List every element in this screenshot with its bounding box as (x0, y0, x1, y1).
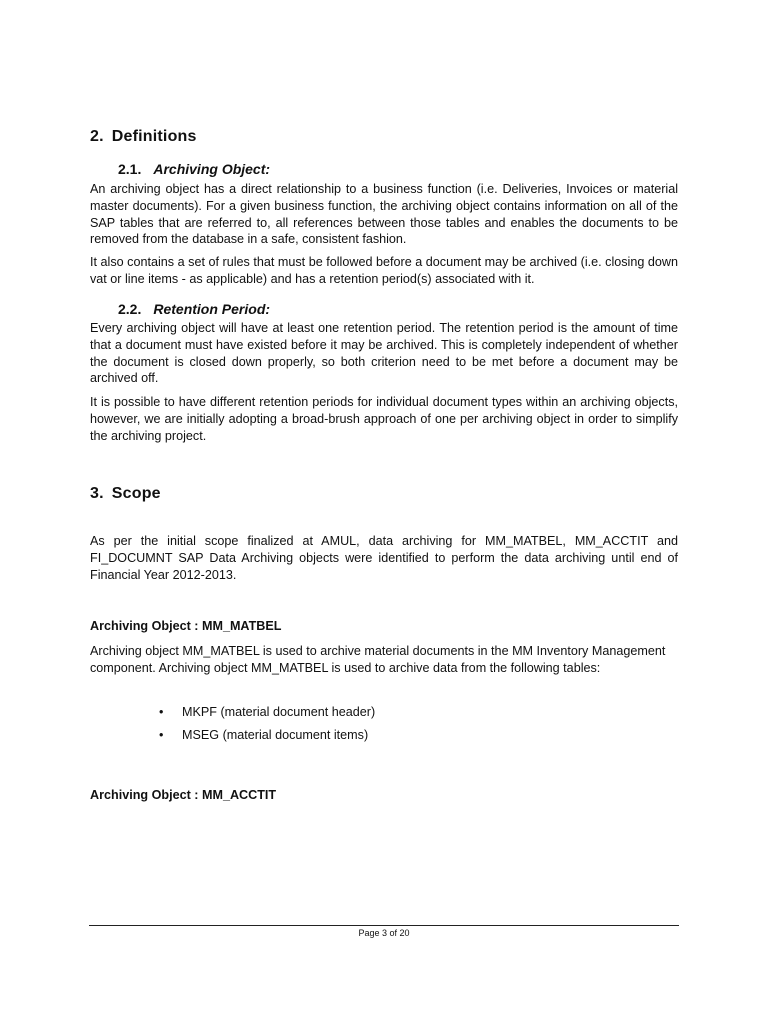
paragraph-scope-intro: As per the initial scope finalized at AMUL, data archiving for MM_MATBEL, MM_ACCTIT and FI_DOCUMNT SAP Data Archiving objects were identified to perform the data archiving until end of Financial Year 2012-2013. (90, 534, 678, 582)
list-item: • MSEG (material document items) (159, 728, 369, 742)
paragraph-retention-period-types: It is possible to have different retention periods for individual document types within an archiving objects, however, we are initially adopting a broad-brush approach of one per archiving object in order to simplify the archiving project. (90, 395, 678, 443)
paragraph-archiving-object-rules: It also contains a set of rules that must be followed before a document may be archived (i.e. closing down vat or line items - as applicable) and has a retention period(s) associated with it. (90, 255, 678, 286)
archiving-object-heading-mm-acctit: Archiving Object : MM_ACCTIT (90, 788, 277, 802)
page-number: Page 3 of 20 (358, 928, 410, 938)
archiving-object-heading-mm-matbel: Archiving Object : MM_MATBEL (90, 619, 282, 633)
section-heading-scope: 3. Scope (90, 485, 161, 502)
list-item: • MKPF (material document header) (159, 705, 376, 719)
subsection-heading-retention-period: 2.2. Retention Period: (118, 301, 271, 317)
table-list-mm-matbel (156, 704, 375, 750)
section-heading-definitions: 2. Definitions (90, 128, 197, 145)
bullet-icon: • (159, 705, 164, 719)
paragraph-archiving-object-definition: An archiving object has a direct relationship to a business function (i.e. Deliveries, Invoices or material master documents). For a given business function, the archiving object contains information on all of the SAP tables that are referred to, all references between those tables and enables the documents to be removed from the database in a safe, consistent fashion. (90, 182, 678, 247)
paragraph-retention-period-definition: Every archiving object will have at least one retention period. The retention period is the amount of time that a document must have existed before it may be archived. This is completely independent of whether the document is closed down properly, so both criterion need to be met before a document may be archived off. (90, 321, 678, 386)
footer-divider (89, 925, 679, 926)
bullet-icon: • (159, 728, 164, 742)
paragraph-mm-matbel-description: Archiving object MM_MATBEL is used to archive material documents in the MM Inventory Management component. Archiving object MM_MATBEL is used to archive data from the following tables: (90, 644, 666, 675)
subsection-heading-archiving-object: 2.1. Archiving Object: (118, 161, 271, 177)
